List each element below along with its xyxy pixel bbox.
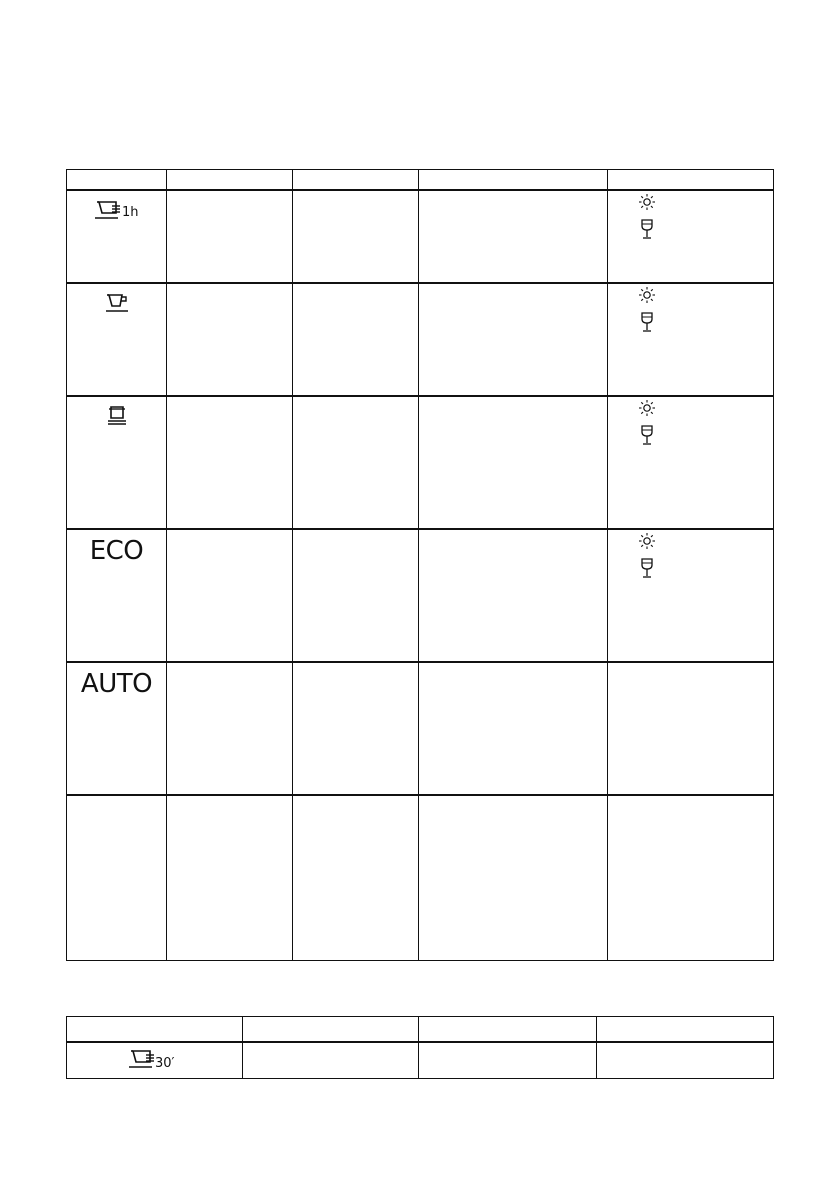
table-row	[67, 190, 774, 283]
options-cell	[608, 190, 774, 283]
table-cell	[419, 662, 608, 795]
programme-symbol-cell	[67, 190, 167, 283]
glass-care-icon	[638, 218, 773, 245]
quick-programme-table	[66, 1016, 774, 1079]
extra-dry-icon	[638, 399, 773, 422]
table-cell	[419, 283, 608, 396]
programme-symbol-cell	[67, 529, 167, 662]
table-cell	[597, 1042, 774, 1079]
programme-symbol-cell	[67, 662, 167, 795]
table-cell	[243, 1042, 419, 1079]
pot-programme-icon	[102, 403, 132, 436]
options-cell	[608, 662, 774, 795]
table-cell	[419, 795, 608, 961]
table-row	[67, 662, 774, 795]
extra-dry-icon	[638, 193, 773, 216]
table-row	[67, 795, 774, 961]
table-cell	[167, 190, 293, 283]
table-cell	[167, 283, 293, 396]
table-cell	[419, 396, 608, 529]
programme-table	[66, 169, 774, 961]
programme-symbol-label: 30′	[154, 1055, 174, 1071]
programme-symbol-cell	[67, 1042, 243, 1079]
table-cell	[419, 1042, 597, 1079]
header-cell	[597, 1017, 774, 1042]
options-cell	[608, 396, 774, 529]
programme-symbol-cell	[67, 795, 167, 961]
table-cell	[293, 529, 419, 662]
header-cell	[608, 170, 774, 190]
header-cell	[67, 170, 167, 190]
auto-programme-label: AUTO	[80, 668, 153, 699]
programme-symbol-cell	[67, 396, 167, 529]
options-cell	[608, 283, 774, 396]
programme-symbol-label: 1h	[121, 204, 139, 220]
glass-care-icon	[638, 311, 773, 338]
table-row	[67, 529, 774, 662]
table-header-row	[67, 170, 774, 190]
eco-programme-label: ECO	[89, 535, 144, 566]
table-cell	[419, 529, 608, 662]
table-cell	[293, 795, 419, 961]
glass-care-icon	[638, 424, 773, 451]
table-cell	[167, 795, 293, 961]
table-header-row	[67, 1017, 774, 1042]
table-cell	[167, 529, 293, 662]
header-cell	[167, 170, 293, 190]
header-cell	[419, 1017, 597, 1042]
glass-care-icon	[638, 557, 773, 584]
table-row	[67, 396, 774, 529]
table-row	[67, 1042, 774, 1079]
table-cell	[293, 190, 419, 283]
table-cell	[293, 662, 419, 795]
table-cell	[167, 662, 293, 795]
quick-30min-programme-icon	[125, 1047, 185, 1078]
header-cell	[67, 1017, 243, 1042]
header-cell	[293, 170, 419, 190]
header-cell	[419, 170, 608, 190]
programme-symbol-cell	[67, 283, 167, 396]
table-cell	[293, 283, 419, 396]
table-row	[67, 283, 774, 396]
quick-1h-programme-icon	[92, 197, 142, 230]
table-cell	[293, 396, 419, 529]
header-cell	[243, 1017, 419, 1042]
options-cell	[608, 795, 774, 961]
table-cell	[419, 190, 608, 283]
options-cell	[608, 529, 774, 662]
cup-saucer-programme-icon	[102, 290, 132, 323]
extra-dry-icon	[638, 532, 773, 555]
extra-dry-icon	[638, 286, 773, 309]
table-cell	[167, 396, 293, 529]
